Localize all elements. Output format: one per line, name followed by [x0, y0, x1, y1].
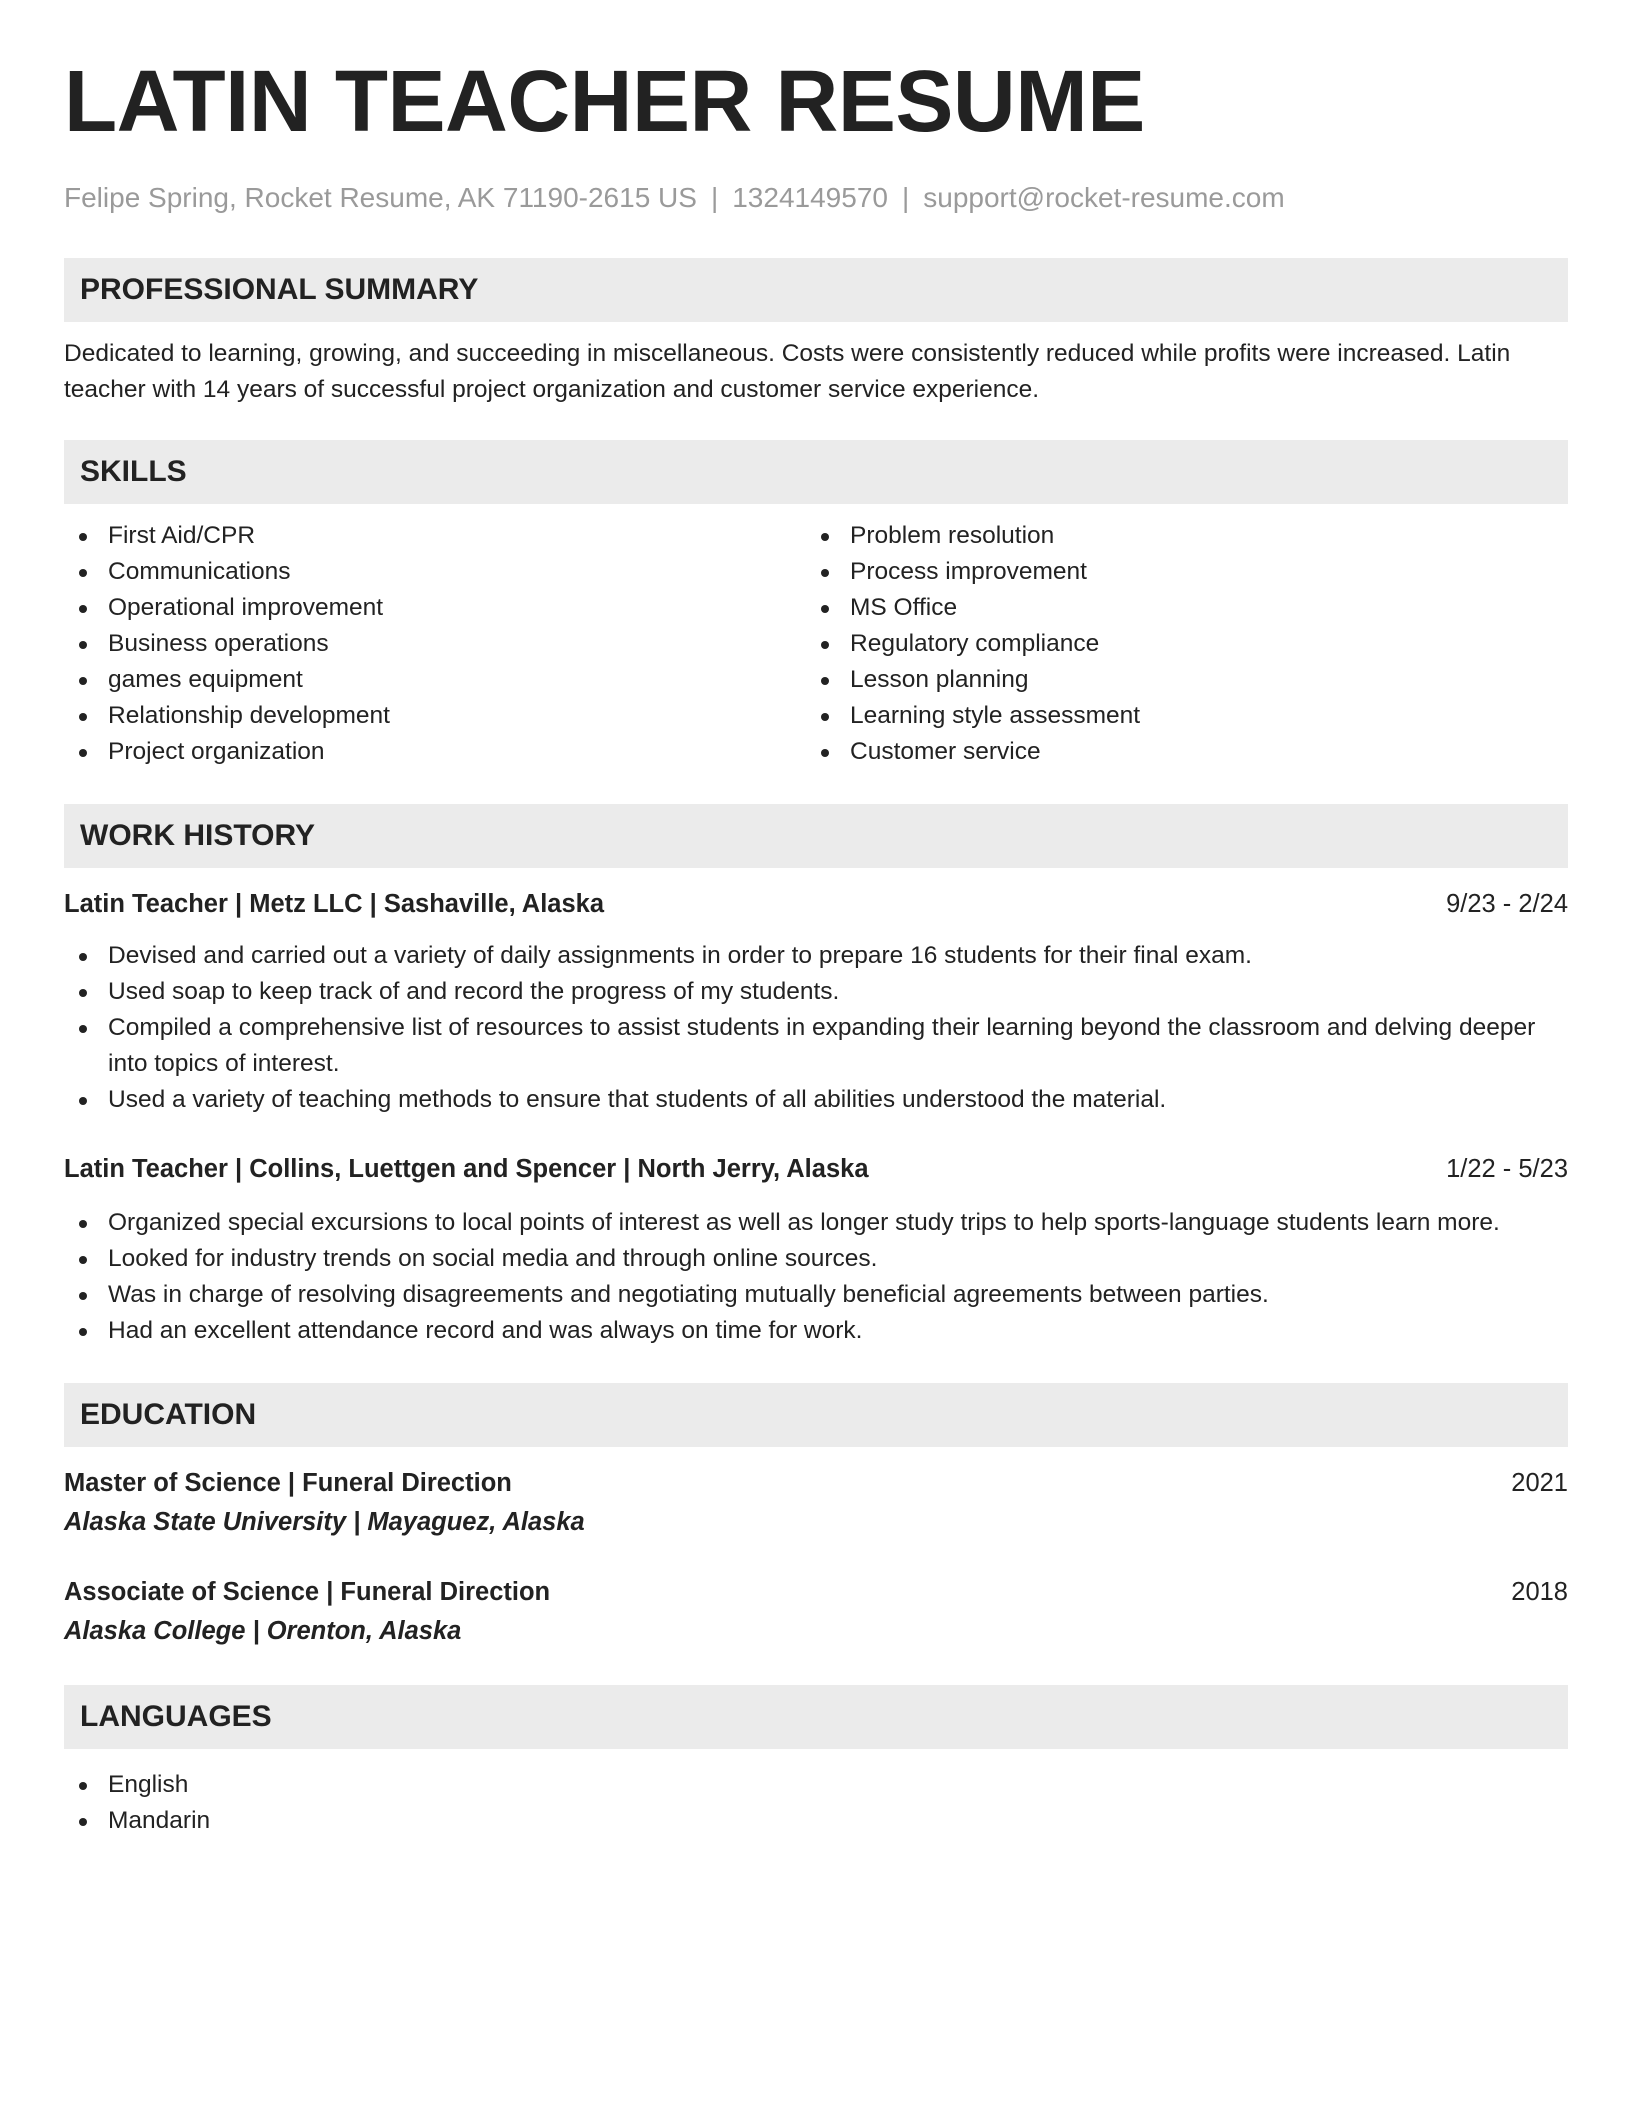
skill-item: Customer service — [806, 734, 1548, 770]
language-item: Mandarin — [64, 1803, 1568, 1839]
job-duty: Had an excellent attendance record and was always on time for work. — [64, 1313, 1568, 1349]
section-heading-languages: LANGUAGES — [64, 1685, 1568, 1749]
education-year: 2021 — [1511, 1469, 1568, 1497]
summary-text: Dedicated to learning, growing, and succeeding in miscellaneous. Costs were consistently reduced while profits were increased. Latin teacher with 14 years of successful project organization and customer service experience. — [64, 340, 1511, 403]
section-heading-skills: SKILLS — [64, 440, 1568, 504]
skill-item: Operational improvement — [64, 590, 806, 626]
resume-title: LATIN TEACHER RESUME — [64, 53, 1145, 150]
job-duty: Was in charge of resolving disagreements and negotiating mutually beneficial agreements between parties. — [64, 1277, 1568, 1313]
skills-list-right — [806, 518, 1548, 770]
skill-item: First Aid/CPR — [64, 518, 806, 554]
languages-list — [64, 1767, 1568, 1839]
job-title: Latin Teacher | Collins, Luettgen and Spencer | North Jerry, Alaska — [64, 1155, 869, 1183]
skill-item: MS Office — [806, 590, 1548, 626]
education-header — [64, 1574, 1568, 1610]
education-header — [64, 1465, 1568, 1501]
contact-email: support@rocket-resume.com — [923, 182, 1285, 213]
education-degree: Associate of Science | Funeral Direction — [64, 1578, 551, 1606]
skill-item: Process improvement — [806, 554, 1548, 590]
job-header — [64, 1151, 1568, 1187]
skill-item: Problem resolution — [806, 518, 1548, 554]
job-duty: Organized special excursions to local points of interest as well as longer study trips to help sports-language students learn more. — [64, 1205, 1568, 1241]
job-title: Latin Teacher | Metz LLC | Sashaville, Alaska — [64, 890, 605, 918]
contact-line — [64, 180, 1568, 216]
job-dates: 1/22 - 5/23 — [1446, 1155, 1568, 1183]
education-school: Alaska College | Orenton, Alaska — [64, 1617, 462, 1645]
education-year: 2018 — [1511, 1578, 1568, 1606]
job-duties-list — [64, 1205, 1568, 1349]
language-item: English — [64, 1767, 1568, 1803]
job-dates: 9/23 - 2/24 — [1446, 890, 1568, 918]
education-school: Alaska State University | Mayaguez, Alaska — [64, 1508, 585, 1536]
skill-item: Lesson planning — [806, 662, 1548, 698]
skill-item: Learning style assessment — [806, 698, 1548, 734]
skills-list-left — [64, 518, 806, 770]
job-duty: Looked for industry trends on social media and through online sources. — [64, 1241, 1568, 1277]
section-heading-work-history: WORK HISTORY — [64, 804, 1568, 868]
contact-phone: 1324149570 — [732, 182, 888, 213]
skill-item: Project organization — [64, 734, 806, 770]
skill-item: Regulatory compliance — [806, 626, 1548, 662]
skills-columns — [64, 518, 1568, 770]
section-heading-summary: PROFESSIONAL SUMMARY — [64, 258, 1568, 322]
job-duties-list — [64, 938, 1568, 1118]
skill-item: Communications — [64, 554, 806, 590]
job-duty: Compiled a comprehensive list of resources to assist students in expanding their learning beyond the classroom and delving deeper into topics of interest. — [64, 1010, 1568, 1082]
education-degree: Master of Science | Funeral Direction — [64, 1469, 512, 1497]
job-duty: Used a variety of teaching methods to ensure that students of all abilities understood the material. — [64, 1082, 1568, 1118]
skill-item: games equipment — [64, 662, 806, 698]
skill-item: Business operations — [64, 626, 806, 662]
contact-separator: | — [901, 182, 910, 213]
section-heading-education: EDUCATION — [64, 1383, 1568, 1447]
contact-address: Felipe Spring, Rocket Resume, AK 71190-2615 US — [64, 182, 697, 213]
job-duty: Devised and carried out a variety of daily assignments in order to prepare 16 students for their final exam. — [64, 938, 1568, 974]
job-header — [64, 886, 1568, 922]
skill-item: Relationship development — [64, 698, 806, 734]
contact-separator: | — [710, 182, 719, 213]
job-duty: Used soap to keep track of and record the progress of my students. — [64, 974, 1568, 1010]
